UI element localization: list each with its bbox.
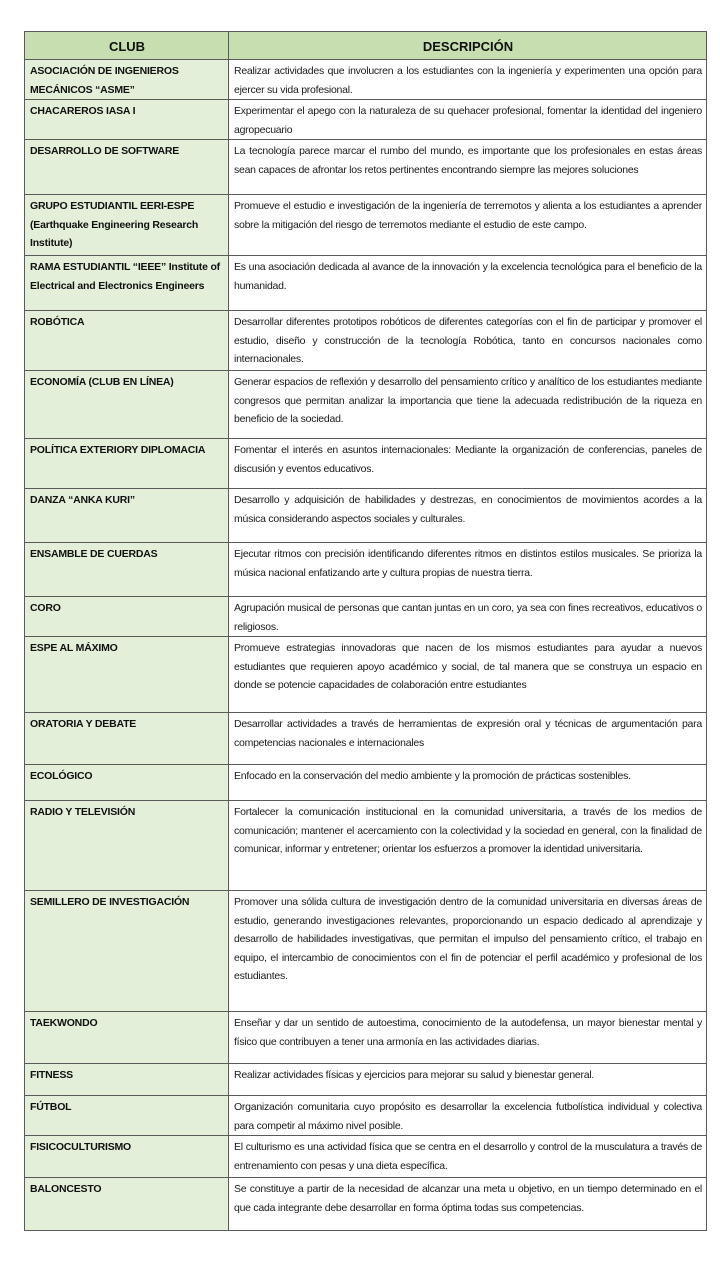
table-row — [25, 256, 707, 311]
club-description-cell: Fomentar el interés en asuntos internacionales: Mediante la organización de conferencias, paneles de discusión y eventos educativos. — [229, 439, 707, 489]
table-row — [25, 1136, 707, 1178]
club-description-cell: Promueve estrategias innovadoras que nacen de los mismos estudiantes para ayudar a nuevos estudiantes que requieren apoyo académico y social, de tal manera que se construya un espacio en donde se potencie capacidades de colaboración entre estudiantes — [229, 637, 707, 713]
table-row — [25, 60, 707, 100]
club-description-cell: Agrupación musical de personas que cantan juntas en un coro, ya sea con fines recreativos, educativos o religiosos. — [229, 597, 707, 637]
club-name-cell: SEMILLERO DE INVESTIGACIÓN — [25, 891, 229, 1012]
club-name-cell: CORO — [25, 597, 229, 637]
club-name-cell: CHACAREROS IASA I — [25, 100, 229, 140]
club-description-cell: Desarrollo y adquisición de habilidades y destrezas, en conocimientos de movimientos acordes a la música considerando aspectos sociales y culturales. — [229, 489, 707, 543]
table-row — [25, 439, 707, 489]
table-row — [25, 100, 707, 140]
club-description-cell: Se constituye a partir de la necesidad de alcanzar una meta u objetivo, en un tiempo determinado en el que cada integrante debe desarrollar en forma óptima todas sus competencias. — [229, 1178, 707, 1231]
table-row — [25, 140, 707, 195]
club-description-cell: Enfocado en la conservación del medio ambiente y la promoción de prácticas sostenibles. — [229, 765, 707, 801]
table-row — [25, 311, 707, 371]
table-body — [25, 60, 707, 1231]
header-description: DESCRIPCIÓN — [229, 32, 707, 60]
club-name-cell: ECOLÓGICO — [25, 765, 229, 801]
table-row — [25, 371, 707, 439]
club-description-cell: Promover una sólida cultura de investigación dentro de la comunidad universitaria en diversas áreas de estudio, generando investigaciones relevantes, proporcionando un espacio dedicado al aprendizaje y desarrollo de habilidades investigativas, que permitan el impulso del pensamiento crítico, el trabajo en equipo, el intercambio de conocimientos con el fin de potenciar el perfil académico y profesional de los estudiantes. — [229, 891, 707, 1012]
club-name-cell: POLÍTICA EXTERIORY DIPLOMACIA — [25, 439, 229, 489]
club-description-cell: La tecnología parece marcar el rumbo del mundo, es importante que los profesionales en estas áreas sean capaces de afrontar los retos pertinentes encontrando siempre las mejores soluciones — [229, 140, 707, 195]
club-name-cell: FITNESS — [25, 1064, 229, 1096]
header-row — [25, 32, 707, 60]
club-description-cell: Ejecutar ritmos con precisión identificando diferentes ritmos en distintos estilos musicales. Se prioriza la música nacional enfatizando arte y cultura propias de nuestra tierra. — [229, 543, 707, 597]
club-name-cell: ESPE AL MÁXIMO — [25, 637, 229, 713]
club-description-cell: Fortalecer la comunicación institucional en la comunidad universitaria, a través de los medios de comunicación; mantener el acercamiento con la colectividad y la sociedad en general, con la finalidad de comunicar, informar y entretener; orientar los esfuerzos a promover la identidad universitaria. — [229, 801, 707, 891]
table-row — [25, 543, 707, 597]
club-name-cell: FISICOCULTURISMO — [25, 1136, 229, 1178]
table-row — [25, 597, 707, 637]
table-row — [25, 713, 707, 765]
club-description-cell: Promueve el estudio e investigación de la ingeniería de terremotos y alienta a los estudiantes a aprender sobre la mitigación del riesgo de terremotos mediante el estudio de este campo. — [229, 195, 707, 256]
club-name-cell: FÚTBOL — [25, 1096, 229, 1136]
table-row — [25, 1096, 707, 1136]
club-description-cell: Desarrollar diferentes prototipos robóticos de diferentes categorías con el fin de participar y promover el estudio, diseño y construcción de la tecnología Robótica, tanto en concursos nacionales como internacionales. — [229, 311, 707, 371]
table-row — [25, 489, 707, 543]
club-name-cell: DANZA “ANKA KURI” — [25, 489, 229, 543]
club-name-cell: ORATORIA Y DEBATE — [25, 713, 229, 765]
club-name-cell: ENSAMBLE DE CUERDAS — [25, 543, 229, 597]
club-description-cell: Es una asociación dedicada al avance de la innovación y la excelencia tecnológica para el beneficio de la humanidad. — [229, 256, 707, 311]
club-name-cell: RADIO Y TELEVISIÓN — [25, 801, 229, 891]
club-description-cell: El culturismo es una actividad física que se centra en el desarrollo y control de la musculatura a través de entrenamiento con pesas y una dieta específica. — [229, 1136, 707, 1178]
club-name-cell: TAEKWONDO — [25, 1012, 229, 1064]
club-description-cell: Realizar actividades físicas y ejercicios para mejorar su salud y bienestar general. — [229, 1064, 707, 1096]
clubs-table — [24, 31, 707, 1231]
club-description-cell: Realizar actividades que involucren a los estudiantes con la ingeniería y experimenten una opción para ejercer su vida profesional. — [229, 60, 707, 100]
table-row — [25, 1064, 707, 1096]
table-row — [25, 1178, 707, 1231]
table-row — [25, 765, 707, 801]
club-name-cell: ECONOMÍA (CLUB EN LÍNEA) — [25, 371, 229, 439]
table-row — [25, 801, 707, 891]
table-row — [25, 891, 707, 1012]
table-row — [25, 637, 707, 713]
club-name-cell: ROBÓTICA — [25, 311, 229, 371]
club-name-cell: ASOCIACIÓN DE INGENIEROS MECÁNICOS “ASME” — [25, 60, 229, 100]
club-description-cell: Experimentar el apego con la naturaleza de su quehacer profesional, fomentar la identidad del ingeniero agropecuario — [229, 100, 707, 140]
club-description-cell: Generar espacios de reflexión y desarrollo del pensamiento crítico y analítico de los estudiantes mediante congresos que permitan analizar la importancia que tiene la adecuada redistribución de la riqueza en beneficio de la sociedad. — [229, 371, 707, 439]
club-description-cell: Organización comunitaria cuyo propósito es desarrollar la excelencia futbolística individual y colectiva para competir al máximo nivel posible. — [229, 1096, 707, 1136]
club-name-cell: GRUPO ESTUDIANTIL EERI-ESPE (Earthquake Engineering Research Institute) — [25, 195, 229, 256]
club-description-cell: Desarrollar actividades a través de herramientas de expresión oral y técnicas de argumentación para competencias nacionales e internacionales — [229, 713, 707, 765]
table-row — [25, 195, 707, 256]
club-name-cell: BALONCESTO — [25, 1178, 229, 1231]
club-description-cell: Enseñar y dar un sentido de autoestima, conocimiento de la autodefensa, un mayor bienestar mental y físico que contribuyen a tener una armonía en las actividades diarias. — [229, 1012, 707, 1064]
club-name-cell: DESARROLLO DE SOFTWARE — [25, 140, 229, 195]
table-row — [25, 1012, 707, 1064]
club-name-cell: RAMA ESTUDIANTIL “IEEE” Institute of Electrical and Electronics Engineers — [25, 256, 229, 311]
header-club: CLUB — [25, 32, 229, 60]
